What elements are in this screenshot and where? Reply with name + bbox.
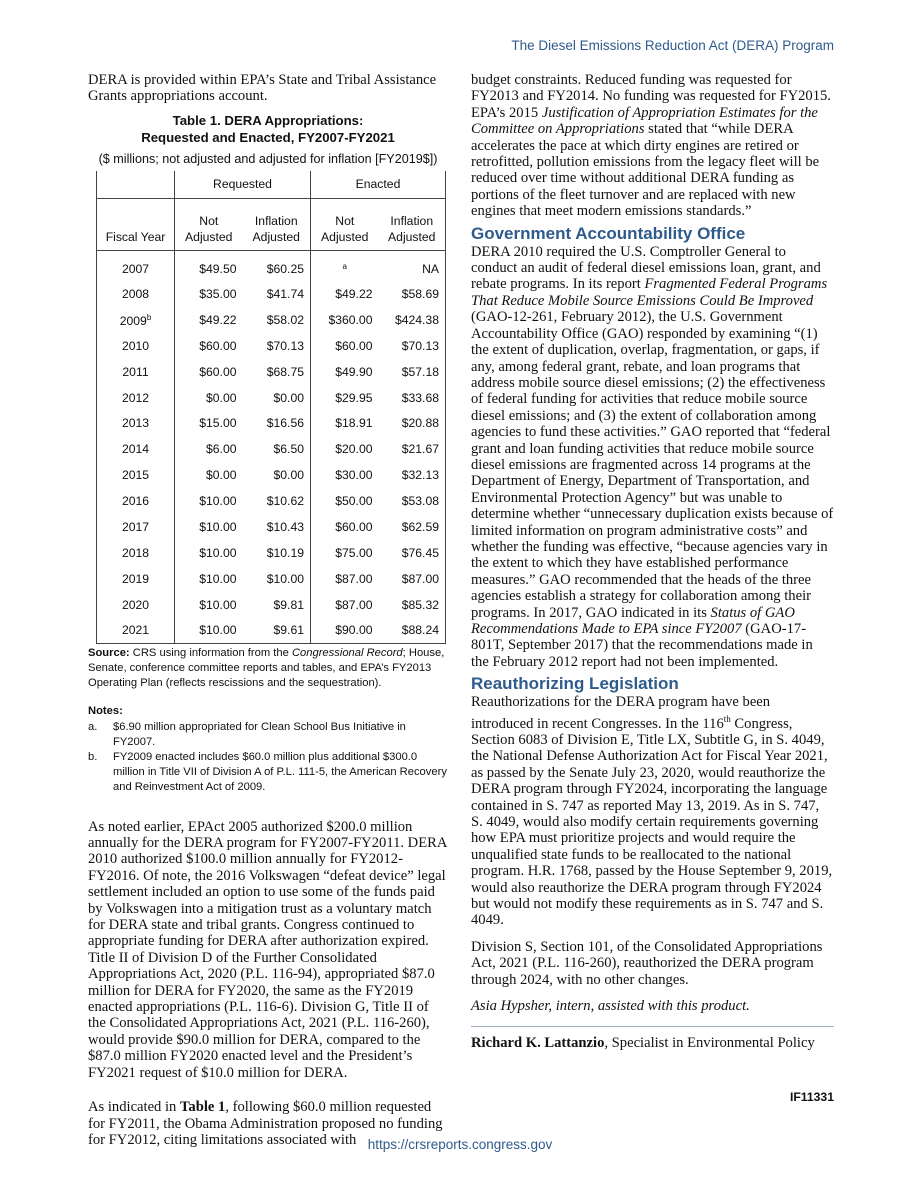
- table-cell: $21.67: [379, 437, 446, 463]
- header-fiscal-year: Fiscal Year: [97, 198, 175, 250]
- right-column: [471, 72, 834, 1052]
- table-cell: 2016: [97, 488, 175, 514]
- table-row: [97, 411, 446, 437]
- left-column: [88, 72, 448, 1148]
- table-row: [97, 437, 446, 463]
- table-cell: $20.00: [335, 442, 373, 457]
- table-cell: $76.45: [379, 540, 446, 566]
- table-row: [97, 385, 446, 411]
- intro-paragraph: DERA is provided within EPA’s State and Tribal Assistance Grants appropriations account.: [88, 72, 437, 105]
- document-id: IF11331: [789, 1090, 834, 1104]
- appropriations-table: [96, 171, 446, 644]
- table-cell: $29.95: [335, 390, 373, 405]
- table-cell: 2007: [97, 250, 175, 281]
- table-cell: $49.90: [335, 364, 373, 379]
- table-cell: 2013: [97, 411, 175, 437]
- table-row: [97, 307, 446, 333]
- table-cell: 2014: [97, 437, 175, 463]
- table-cell: 2009$^b$: [97, 307, 175, 333]
- notes-list: [88, 720, 448, 795]
- table-cell: $68.75: [243, 359, 311, 385]
- table-cell: $58.69: [379, 281, 446, 307]
- table-row: [97, 250, 446, 281]
- table-cell: $60.00: [199, 338, 237, 353]
- table-cell: $62.59: [379, 514, 446, 540]
- table-row: [97, 488, 446, 514]
- table-cell: $9.81: [243, 592, 311, 618]
- table-cell: 2021: [97, 618, 175, 644]
- table-cell: $85.32: [379, 592, 446, 618]
- running-header: The Diesel Emissions Reduction Act (DERA) Program: [511, 38, 834, 53]
- table-cell: $360.00: [328, 312, 373, 327]
- table-cell: 2012: [97, 385, 175, 411]
- table-cell: $0.00: [206, 468, 237, 483]
- footnote-marker: a: [342, 262, 347, 272]
- table-cell: $10.19: [243, 540, 311, 566]
- table-cell: $10.00: [199, 545, 237, 560]
- table-row: [97, 359, 446, 385]
- table-cell: $70.13: [243, 333, 311, 359]
- section-heading-gao: Government Accountability Office: [471, 223, 746, 243]
- table-cell: 2010: [97, 333, 175, 359]
- funding-history-paragraph: As noted earlier, EPAct 2005 authorized $200.0 million annually for the DERA program for FY2007-FY2011. DERA 2010 authorized $100.0 million annually for FY2012-FY2016. Of note, the 2016 Volkswagen “defeat device” legal settlement included an option to use some of the funds paid by Volkswagen into a mitigation trust as a voluntary match for DERA state and tribal grants. Congress continued to appropriate funding for DERA after authorization expired. Title II of Division D of the Further Consolidated Appropriations Act, 2020 (P.L. 116-94), appropriated $87.0 million for DERA for FY2020, the same as the FY2019 enacted appropriations (P.L. 116-6). Division G, Title II of the Consolidated Appropriations Act, 2021 (P.L. 116-260), would provide $90.0 million for DERA, compared to the $87.0 million FY2020 enacted level and the President’s FY2021 request of $10.0 million for DERA.: [88, 818, 447, 1081]
- continued-paragraph: budget constraints. Reduced funding was requested for FY2013 and FY2014. No funding was requested for FY2015. EPA’s 2015 Justification of Appropriation Estimates for the Committee on Appropriations stated that “while DERA accelerates the pace at which dirty engines are retired or retrofitted, pollution emissions from the legacy fleet will be reduced over time without additional DERA funding as portions of the fleet turnover and are replaced with new engines that meet modern emissions standards.”: [471, 72, 831, 220]
- table-cell: $35.00: [199, 286, 237, 301]
- intern-credit: Asia Hypsher, intern, assisted with this product.: [471, 997, 750, 1014]
- division-s-paragraph: Division S, Section 101, of the Consolidated Appropriations Act, 2021 (P.L. 116-260), reauthorized the DERA program through 2024, with no other changes.: [471, 938, 823, 988]
- table-cell: $0.00: [243, 462, 311, 488]
- table-cell: $75.00: [335, 545, 373, 560]
- table-cell: $49.22: [199, 312, 237, 327]
- table-cell: $6.50: [243, 437, 311, 463]
- table-row: [97, 618, 446, 644]
- section-heading-reauthorizing: Reauthorizing Legislation: [471, 674, 679, 694]
- table-cell: 2017: [97, 514, 175, 540]
- author-line: Richard K. Lattanzio, Specialist in Environmental Policy: [471, 1035, 815, 1052]
- table-cell: $60.00: [335, 519, 373, 534]
- table-cell: $15.00: [199, 416, 237, 431]
- table-cell: $10.62: [243, 488, 311, 514]
- table-row: [97, 540, 446, 566]
- table-cell: $33.68: [379, 385, 446, 411]
- table-cell: $49.22: [335, 286, 373, 301]
- note-item: b. FY2009 enacted includes $60.0 million plus additional $300.0 million in Title VII of Division A of P.L. 111-5, the American Recovery and Reinvestment Act of 2009.: [88, 750, 447, 793]
- table-reference-paragraph: As indicated in Table 1, following $60.0 million requested for FY2011, the Obama Administration proposed no funding for FY2012, citing limitations associated with: [88, 1099, 443, 1148]
- table-title: Table 1. DERA Appropriations: Requested and Enacted, FY2007-FY2021: [141, 112, 395, 145]
- header-enc-inflation-adjusted: Inflation Adjusted: [379, 198, 446, 250]
- table-cell: $53.08: [379, 488, 446, 514]
- table-cell: $90.00: [311, 618, 379, 644]
- table-cell: $10.00: [199, 571, 237, 586]
- table-body: [97, 250, 446, 643]
- table-cell: NA: [379, 250, 446, 281]
- header-enacted: Enacted: [311, 171, 446, 198]
- table-row: [97, 333, 446, 359]
- table-cell: $41.74: [243, 281, 311, 307]
- table-cell: 2020: [97, 592, 175, 618]
- table-cell: 2008: [97, 281, 175, 307]
- table-cell: $88.24: [379, 618, 446, 644]
- gao-paragraph: DERA 2010 required the U.S. Comptroller General to conduct an audit of federal diesel emissions loan, grant, and rebate programs. In its report Fragmented Federal Programs That Reduce Mobile Source Emissions Could Be Improved (GAO-12-261, February 2012), the U.S. Government Accountability Office (GAO) responded by examining “(1) the extent of duplication, overlap, fragmentation, or gaps, if any, among federal grant, rebate, and loan programs that address mobile source diesel emissions; (2) the effectiveness of federal funding for activities that reduce mobile source diesel emissions; and (3) the extent of collaboration among agencies to fund these activities.” GAO reported that “federal grant and loan funding activities that reduce mobile source diesel emissions are fragmented across 14 programs at the Department of Energy, Department of Transportation, and Environmental Protection Agency” but was unable to determine whether “unnecessary duplication exists because of limited information on program administrative costs” and whether the funding was effective, “because agencies vary in the extent to which they have established performance measures.” GAO recommended that the heads of the three agencies establish a strategy for collaboration among their programs. In 2017, GAO indicated in its Status of GAO Recommendations Made to EPA since FY2007 (GAO-17-801T, September 2017) that the recommendations made in the February 2012 report had not been implemented.: [471, 243, 834, 670]
- notes-heading: Notes:: [88, 705, 123, 718]
- table-cell: [311, 250, 379, 281]
- table-cell: $87.00: [335, 597, 373, 612]
- table-row: [97, 514, 446, 540]
- table-row: [97, 592, 446, 618]
- table-source: Source: CRS using information from the Congressional Record; House, Senate, conference committee reports and tables, and EPA’s FY2013 Operating Plan (reflects rescissions and the sequestration).: [88, 647, 445, 690]
- table-cell: 2018: [97, 540, 175, 566]
- table-cell: $58.02: [243, 307, 311, 333]
- table-cell: $424.38: [379, 307, 446, 333]
- table-cell: $87.00: [335, 571, 373, 586]
- header-requested: Requested: [175, 171, 311, 198]
- table-row: [97, 566, 446, 592]
- table-cell: $20.88: [379, 411, 446, 437]
- footnote-marker: b: [146, 313, 152, 323]
- table-cell: $18.91: [335, 416, 373, 431]
- header-enc-not-adjusted: Not Adjusted: [311, 198, 379, 250]
- table-cell: 2015: [97, 462, 175, 488]
- footer-url[interactable]: https://crsreports.congress.gov: [367, 1137, 553, 1152]
- table-cell: $10.43: [243, 514, 311, 540]
- header-req-inflation-adjusted: Inflation Adjusted: [243, 198, 311, 250]
- table-cell: $10.00: [199, 597, 237, 612]
- table-cell: $9.61: [243, 618, 311, 644]
- table-cell: $60.25: [243, 250, 311, 281]
- table-cell: $60.00: [199, 364, 237, 379]
- table-subtitle: ($ millions; not adjusted and adjusted for inflation [FY2019$]): [98, 151, 438, 166]
- table-cell: $10.00: [175, 618, 243, 644]
- table-cell: $6.00: [206, 442, 237, 457]
- table-cell: $57.18: [379, 359, 446, 385]
- table-reference-link: Table 1: [180, 1099, 226, 1116]
- table-cell: $30.00: [335, 468, 373, 483]
- table-cell: 2019: [97, 566, 175, 592]
- table-cell: $60.00: [335, 338, 373, 353]
- table-row: [97, 281, 446, 307]
- table-cell: $10.00: [199, 519, 237, 534]
- header-req-not-adjusted: Not Adjusted: [175, 198, 243, 250]
- table-cell: $10.00: [243, 566, 311, 592]
- table-row: [97, 462, 446, 488]
- table-cell: 2011: [97, 359, 175, 385]
- table-cell: $70.13: [379, 333, 446, 359]
- reauthorization-paragraph: Reauthorizations for the DERA program have been introduced in recent Congresses. In the 116th Congress, Section 6083 of Division E, Title LX, Subtitle G, in S. 4049, the National Defense Authorization Act for Fiscal Year 2021, as passed by the Senate July 23, 2020, would reauthorize the DERA program through FY2024, incorporating the language contained in S. 747 as reported May 13, 2019. As in S. 747, S. 4049, would also modify certain requirements governing how EPA must prioritize projects and would require the unqualified state funds to be reallocated to the national program. H.R. 1768, passed by the House September 9, 2019, would also reauthorize the DERA program through FY2024 but would not modify these requirements as in S. 747 and S. 4049.: [471, 694, 833, 929]
- table-cell: $16.56: [243, 411, 311, 437]
- table-cell: $50.00: [335, 494, 373, 509]
- table-cell: $87.00: [379, 566, 446, 592]
- table-cell: $0.00: [243, 385, 311, 411]
- table-cell: $32.13: [379, 462, 446, 488]
- table-cell: $49.50: [199, 261, 237, 276]
- note-item: a. $6.90 million appropriated for Clean School Bus Initiative in FY2007.: [88, 720, 406, 748]
- divider: [471, 1026, 834, 1027]
- table-cell: $0.00: [206, 390, 237, 405]
- table-cell: $10.00: [199, 494, 237, 509]
